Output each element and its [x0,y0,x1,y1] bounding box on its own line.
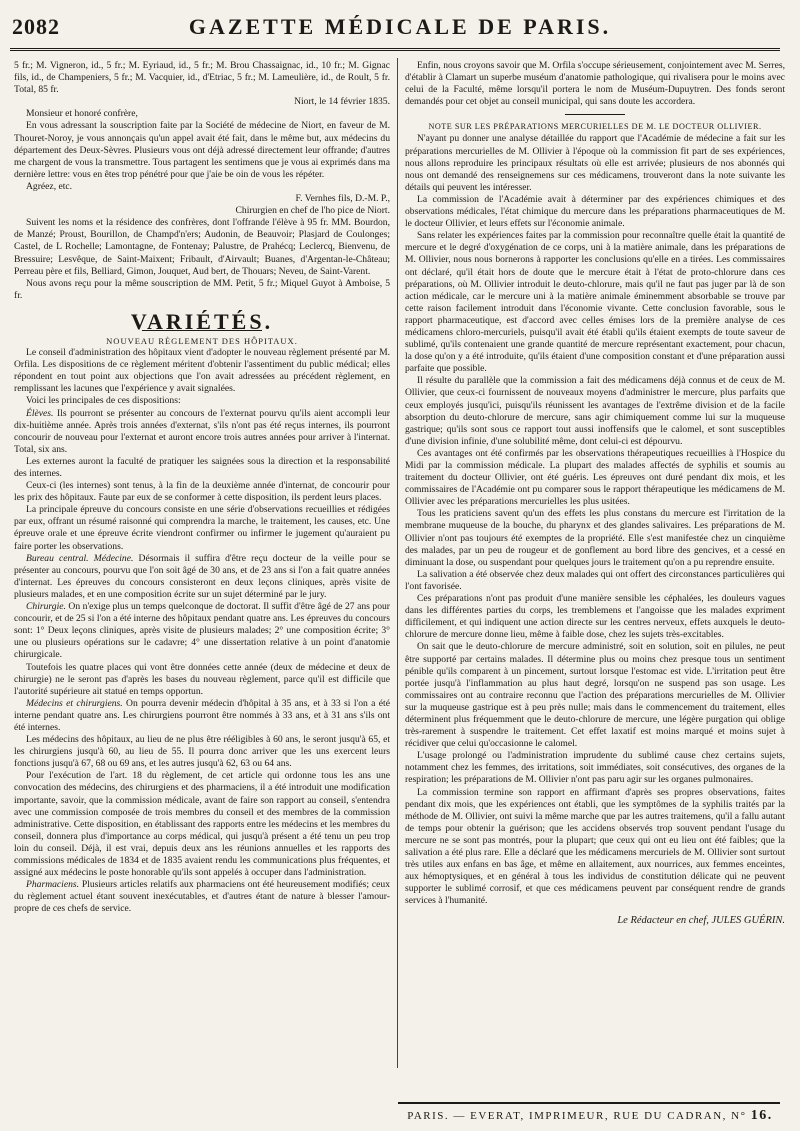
page-number: 2082 [12,14,60,39]
paragraph-lead: Élèves. [26,407,54,419]
article-paragraph-bureau: Bureau central. Médecine. Désormais il suffira d'être reçu docteur de la veille pour se présenter au concours, pourvu que l'on soit âgé de 30 ans, et de 23 ans si l'on a fait quatre années d'internat. Les épreuves du concours consisteront en deux leçons cliniques, après visite de plusieurs malades, et en une composition écrite sur un sujet déterminé par le jury. [14,552,390,600]
donors-list: Suivent les noms et la résidence des confrères, dont l'offrande l'élève à 95 fr. MM. Bourdon, de Manzé; Proust, Bourillon, de Champd'n'ers; Audonin, de Beauvoir; Plasjard de Coulonges; Castel, de L Rochelle; Lamontagne, de Fontenay; Palustre, de Prahécq; Leclercq, Bienvenu, de Bressuire; Lesvêque, de Saint-Maixent; Fribault, d'Airvault; Buanes, d'Argentan-le-Château; Perreau père et fils, Belliard, Gimon, Jouquet, Aud bert, de Thouars; Neveu, de Saint-Varent. [14,217,390,277]
printer-footer [400,1108,780,1124]
letter-salutation: Monsieur et honoré confrère, [26,108,138,120]
article-paragraph: Les médecins des hôpitaux, au lieu de ne plus être rééligibles à 60 ans, le seront jusqu'à 65, et les chirurgiens jusqu'à 60, au lieu de 55. Il pourra donc arriver que les uns exercent leurs fonctions jusqu'à 67, 68 ou 69 ans, et les autres jusqu'à 62, 63 ou 64 ans. [14,734,390,770]
note-heading: NOTE SUR LES PRÉPARATIONS MERCURIELLES DE M. LE DOCTEUR OLLIVIER. [428,122,762,132]
paragraph-lead: Pharmaciens. [26,879,80,891]
letter-signature-title: Chirurgien en chef de l'ho pice de Niort. [235,205,390,217]
letter-place-date: Niort, le 14 février 1835. [294,96,390,108]
article-paragraph: Enfin, nous croyons savoir que M. Orfila s'occupe sérieusement, conjointement avec M. Serres, d'établir à Clamart un superbe muséum d'anatomie pathologique, qui rivalisera pour le moins avec celui de la Faculté, même lorsqu'il portera le nom de Muséum-Dupuytren. Des fonds seront demandés pour cet objet au conseil municipal, qui sans doute les accordera. [405,60,785,108]
letter-signature: F. Vernhes fils, D.-M. P., [295,193,390,205]
article-paragraph: La principale épreuve du concours consiste en une série d'observations recueillies et rédigées par eux, offrant un résumé raisonné qui comprendra la marche, le traitement, les causes, etc. Une épreuve orale et une épreuve écrite viendront confirmer ou infirmer le jugement qu'auraient pu faire porter les observations. [14,504,390,552]
article-paragraph: La salivation a été observée chez deux malades qui ont offert des circonstances particulières qui l'ont favorisée. [405,568,785,592]
article-paragraph: N'ayant pu donner une analyse détaillée du rapport que l'Académie de médecine a fait sur les préparations mercurielles de M. Ollivier à l'époque où la commission fit part de ses expériences, nous allons reproduire les principaux résultats où elle est arrivée; plusieurs de nos abonnés qui nous ont demandé des renseignemens sur ces médicamens, trouveront dans la note suivante les détails qui peuvent les intéresser. [405,133,785,193]
section-rule [565,114,625,115]
printer-line: PARIS. — EVERAT, IMPRIMEUR, RUE DU CADRAN, N° [407,1110,747,1122]
article-paragraph: La commission termine son rapport en affirmant d'après ses propres observations, faites pendant dix mois, que les expériences ont établi, que les symptômes de la syphilis traités par la méthode de M. Ollivier, ont suivi la même marche que par les autres traitemens, qu'il a fallu autant de temps pour obtenir la guérison; que les accidens observés trop souvent pendant l'usage du mercure ne se sont pas montrés, pour la plupart; que ceux qui ont eu lieu ont été faibles; que la salivation a été plus rare. Elle a déclaré que les médicamens mercuriels de M. Ollivier sont surtout très utiles aux enfans en bas âge, et même en allaitement, aux nourrices, aux femmes enceintes, aux hémoptysiques, et en général à tous les individus de constitution délicate qui ne peuvent supporter le sublimé corrosif, et que ces médicamens peuvent par conséquent rendre de grands services à l'humanité. [405,786,785,907]
article-paragraph: Toutefois les quatre places qui vont être données cette année (deux de médecine et deux de chirurgie) ne le seront pas d'après les bases du nouveau règlement, parce qu'il est difficile que l'autorité supérieure ait statué en temps opportun. [14,661,390,697]
article-paragraph-eleves: Élèves. Ils pourront se présenter au concours de l'externat pourvu qu'ils aient accompli leur dix-huitième année. Après trois années d'externat, s'ils n'ont pas été reçus internes, ils pourront concourir de nouveau pour l'externat et auront encore trois autres années pour arriver à l'internat. Total, six ans. [14,407,390,455]
article-paragraph-chirurgie: Chirurgie. On n'exige plus un temps quelconque de doctorat. Il suffit d'être âgé de 27 ans pour concourir, et de 25 si l'on a été interne des hôpitaux pendant quatre ans. Les épreuves du concours sont: 1° Deux leçons cliniques, après visite de plusieurs malades; 2° une composition écrite; 3° une ou plusieurs opérations sur le cadavre; 4° une dissertation relative à un point d'anatomie chirurgicale. [14,601,390,661]
article-paragraph-medecins: Médecins et chirurgiens. On pourra devenir médecin d'hôpital à 35 ans, et à 33 si l'on a été interne pendant quatre ans. Les chirurgiens pourront être nommés à 33 ans, et à 31 ans s'ils ont été internes. [14,697,390,733]
page-title: GAZETTE MÉDICALE DE PARIS. [188,14,612,39]
right-column [405,60,785,1070]
article-paragraph: Tous les praticiens savent qu'un des effets les plus constans du mercure est l'irritation de la membrane muqueuse de la bouche, du pharynx et des glandes salivaires. Les préparations de M. Ollivier n'ont pas toujours été exemptes de la propriété. Elle s'est manifestée chez un cinquième des malades, par un peu de rougeur et de gonflement au bord libre des gencives, et a cessé en diminuant la dose, ou suspendant pour quelques jours le traitement qu'on a pu reprendre ensuite. [405,508,785,568]
article-paragraph: L'usage prolongé ou l'administration imprudente du sublimé cause chez certains sujets, notamment chez les femmes, des irritations, soit immédiates, soit consécutives, des organes de la respiration; les préparations de M. Ollivier n'ont pas paru agir sur les organes pulmonaires. [405,750,785,786]
article-paragraph: Pour l'exécution de l'art. 18 du règlement, de cet article qui ordonne tous les ans une convocation des médecins, des chirurgiens et des pharmaciens, il a été introduit une modification importante, savoir, que la commission médicale, avant de faire son rapport au conseil, s'entendra avec une commission composée de trois membres du conseil et des membres de la commission administrative. Cette disposition, en établissant des rapports entre les médecins et les membres du conseil, donnera plus d'importance au corps médical, qui jusqu'à présent a été tenu un peu trop loin du conseil. Déjà, il est vrai, depuis deux ans les réunions annuelles et les rapports des commissions médicales de 1834 et de 1835 avaient rendu les communications plus fréquentes, et assigné aux médecins le poste honorable qu'ils sont appelés à occuper dans l'administration. [14,770,390,879]
article-paragraph: On sait que le deuto-chlorure de mercure administré, soit en solution, soit en pilules, ne peut être supporté par certains malades. Il détermine plus ou moins chez presque tous un sentiment pénible qu'ils comparent à un pincement, surtout lorsque l'estomac est vide. L'irritation peut être portée jusqu'à l'inflammation au plus haut degré, lorsqu'on ne suspend pas son usage. Les commissaires ont au contraire reconnu que l'action des préparations mercurielles de M. Ollivier sur la muqueuse gastrique est à peu près nulle; mais dans le commencement du traitement, elles déterminent plus fréquemment que le deuto-chlorure de mercure, une légère purgation qui oblige très-rarement à suspendre le traitement. Cet effet laxatif est moins marqué et moins sujet à récidiver que celui qu'occasionne le calomel. [405,641,785,750]
article-paragraph: Les externes auront la faculté de pratiquer les saignées sous la direction et la responsabilité des internes. [14,455,390,479]
article-paragraph-pharmaciens: Pharmaciens. Plusieurs articles relatifs aux pharmaciens ont été heureusement modifiés; ceux du règlement actuel étant souvent inexécutables, et d'autres étant de nature à blesser l'amour-propre de ces chefs de service. [14,879,390,915]
article-paragraph: Il résulte du parallèle que la commission a fait des médicamens déjà connus et de ceux de M. Ollivier, que ceux-ci fournissent de nouveaux moyens d'administrer le mercure, plus parfaits que ceux employés jusqu'ici, puisqu'ils réunissent les avantages de l'extrême division et de la facile absorption du deuto-chlorure de mercure, sans agir chimiquement comme lui sur la muqueuse gastrique; qu'ils sont sous ce rapport tout aussi inoffensifs que le calomel, et sont susceptibles d'une division infinie, d'une solubilité même, dont celui-ci est dépourvu. [405,375,785,447]
article-paragraph: Ces avantages ont été confirmés par les observations thérapeutiques recueillies à l'Hospice du Midi par la commission médicale. La plupart des malades affectés de syphilis et soumis au traitement du docteur Ollivier, ont été guéris. Les épreuves ont duré pendant dix mois, et les commissaires de l'Académie ont pu comparer sous le rapport thérapeutique les médicamens de M. Ollivier avec les préparations mercurielles les plus usitées. [405,447,785,508]
page-header [10,14,790,50]
article-paragraph: Ceux-ci (les internes) sont tenus, à la fin de la deuxième année d'internat, de concourir pour les prix des hôpitaux. Faute par eux de se conformer à cette disposition, ils perdent leurs places. [14,480,390,504]
left-column [14,60,390,1070]
issue-number: 16. [750,1108,773,1123]
article-paragraph: Le conseil d'administration des hôpitaux vient d'adopter le nouveau règlement présenté par M. Orfila. Les dispositions de ce règlement méritent d'obtenir l'assentiment du public médical; elles répondent en tout point aux objections que l'on avait adressées au précédent règlement, en remplissant les lacunes que l'expérience y avait signalées. [14,347,390,395]
section-heading-varietes: VARIÉTÉS. [130,308,274,334]
paragraph-lead: Chirurgie. [26,601,66,613]
article-paragraph: Sans relater les expériences faites par la commission pour reconnaître quelle était la quantité de mercure et le degré d'oxygénation de ce corps, uni à la matière animale, dans les préparations de M. Ollivier, nous nous bornerons à rapporter les conclusions qu'elle en a tirées. Les commissaires ont déclaré, qu'il était hors de doute que le mercure était à l'état de proto-chlorure dans ces préparations, où M. Ollivier introduit le deuto-chlorure, mais qu'il ne faut pas juger par là de son action médicale, car le mercure uni à la matière animale éminemment absorbable se trouve par cette raison facilement introduit dans l'économie vivante. Cette conclusion favorable, sous le rapport pharmaceutique, est d'accord avec celles émises lors de la première analyse de ces médicamens chloro-mercuriels, puisqu'il avait été établi qu'ils étaient exempts de toute saveur de sublimé, qu'ils contenaient une grande quantité de mercure représentant exactement, pour chacun, la dose qu'on y a été introduite, qu'ils étaient d'une composition constant et d'une préparation aussi parfaite que possible. [405,230,785,375]
letter-closing: Agréez, etc. [26,180,73,192]
paragraph-lead: Bureau central. Médecine. [26,552,134,564]
article-paragraph: Voici les principales de ces dispositions: [26,395,181,407]
letter-body: En vous adressant la souscription faite par la Société de médecine de Niort, en faveur de M. Thouret-Noroy, je vous annonçais qu'un appel avait été fait, dans le même but, aux médecins du département des Deux-Sèvres. Plusieurs vous ont déjà adressé directement leur offrande; d'autres me chargent de vous la transmettre. Tous partagent les sentimens que je vous ai exprimés dans ma dernière lettre: vous en êtes trop pénétré pour que j'aie be oin de vous les répéter. [14,120,390,180]
section-subheading: NOUVEAU RÈGLEMENT DES HÔPITAUX. [106,335,298,346]
article-paragraph: La commission de l'Académie avait à déterminer par des expériences chimiques et des observations médicales, l'état chimique du mercure dans les préparations pharmaceutiques de M. le docteur Ollivier, et leurs effets sur l'économie animale. [405,193,785,230]
subscription-list: 5 fr.; M. Vigneron, id., 5 fr.; M. Eyriaud, id., 5 fr.; M. Brou Chassaignac, id., 10 fr.; M. Gignac fils, id., de Champeniers, 5 fr.; M. Vacquier, id., d'Etriac, 5 fr.; M. Lameulière, id., de Roult, 5 fr. Total, 85 fr. [14,60,390,96]
editor-signature: Le Rédacteur en chef, JULES GUÉRIN. [617,915,785,927]
article-paragraph: Ces préparations n'ont pas produit d'une manière sensible les céphalées, les douleurs vagues dans les différentes parties du corps, les tremblemens et l'angoisse que les malades expriment difficilement, et qui indiquent une action directe sur les centres nerveux, effets auxquels le deuto-chlorure de mercure donne lieu, même à faible dose, chez les sujets très-excitables. [405,593,785,641]
footer-rule [398,1102,780,1104]
extra-donations: Nous avons reçu pour la même souscription de MM. Petit, 5 fr.; Miquel Guyot à Amboise, 5 fr. [14,277,390,301]
header-rule [10,48,780,51]
paragraph-lead: Médecins et chirurgiens. [26,697,123,709]
column-divider [397,58,398,1068]
